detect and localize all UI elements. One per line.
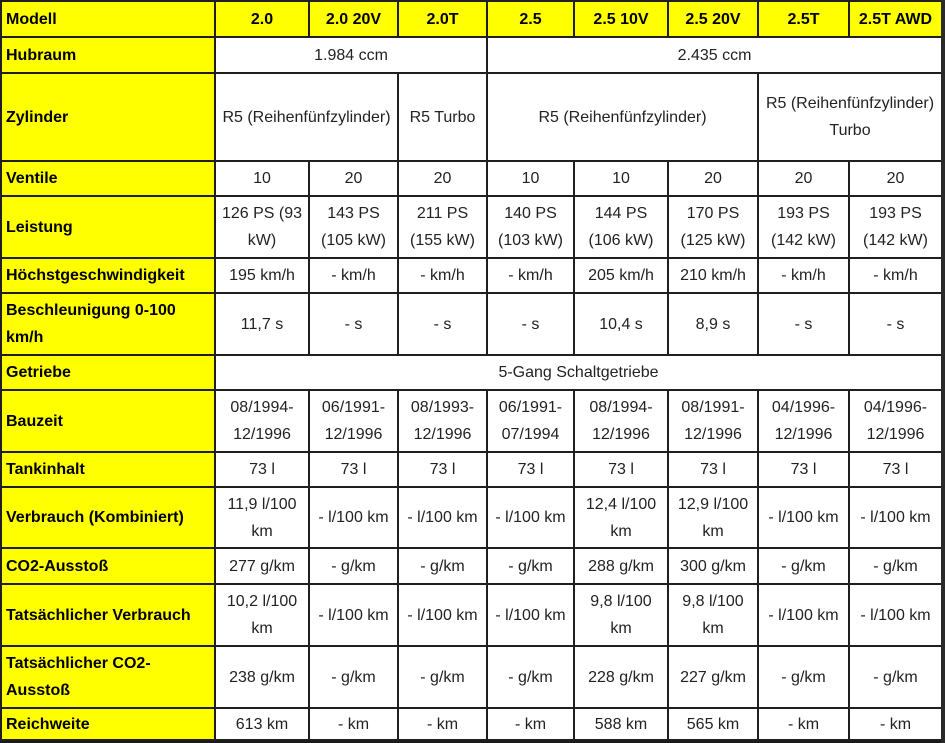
co2-cell: - g/km: [487, 548, 574, 584]
co2-cell: 300 g/km: [668, 548, 758, 584]
row-label-zylinder: Zylinder: [1, 73, 215, 161]
verbrauch-cell: 11,9 l/100 km: [215, 487, 309, 548]
tats-co2-cell: - g/km: [487, 646, 574, 708]
zylinder-r5-turbo-cell: R5 Turbo: [398, 73, 487, 161]
leistung-cell: 170 PS (125 kW): [668, 196, 758, 258]
row-tankinhalt: [1, 452, 942, 487]
row-co2: [1, 548, 942, 584]
row-label-getriebe: Getriebe: [1, 355, 215, 390]
hoechstgeschwindigkeit-cell: 210 km/h: [668, 258, 758, 293]
model-header: 2.0 20V: [309, 1, 398, 37]
reichweite-cell: - km: [487, 708, 574, 740]
row-zylinder: [1, 73, 942, 161]
model-header: 2.5: [487, 1, 574, 37]
row-label-hubraum: Hubraum: [1, 37, 215, 73]
tats-verbrauch-cell: - l/100 km: [758, 584, 849, 646]
row-hoechstgeschwindigkeit: [1, 258, 942, 293]
ventile-cell: 10: [487, 161, 574, 196]
co2-cell: - g/km: [849, 548, 942, 584]
tats-verbrauch-cell: - l/100 km: [849, 584, 942, 646]
row-label-ventile: Ventile: [1, 161, 215, 196]
tankinhalt-cell: 73 l: [668, 452, 758, 487]
co2-cell: 288 g/km: [574, 548, 668, 584]
model-header: 2.0T: [398, 1, 487, 37]
row-reichweite: [1, 708, 942, 740]
bauzeit-cell: 08/1994-12/1996: [574, 390, 668, 452]
leistung-cell: 144 PS (106 kW): [574, 196, 668, 258]
hoechstgeschwindigkeit-cell: 205 km/h: [574, 258, 668, 293]
hoechstgeschwindigkeit-cell: - km/h: [758, 258, 849, 293]
reichweite-cell: - km: [398, 708, 487, 740]
tats-co2-cell: 238 g/km: [215, 646, 309, 708]
tankinhalt-cell: 73 l: [849, 452, 942, 487]
model-header: 2.5 10V: [574, 1, 668, 37]
tankinhalt-cell: 73 l: [758, 452, 849, 487]
row-label-leistung: Leistung: [1, 196, 215, 258]
leistung-cell: 211 PS (155 kW): [398, 196, 487, 258]
model-header: 2.5T AWD: [849, 1, 942, 37]
tats-co2-cell: - g/km: [398, 646, 487, 708]
verbrauch-cell: - l/100 km: [487, 487, 574, 548]
row-label-tats-co2: Tatsächlicher CO2-Ausstoß: [1, 646, 215, 708]
hubraum-group1-cell: 1.984 ccm: [215, 37, 487, 73]
tats-verbrauch-cell: - l/100 km: [398, 584, 487, 646]
tats-co2-cell: - g/km: [758, 646, 849, 708]
leistung-cell: 140 PS (103 kW): [487, 196, 574, 258]
header-row: [1, 1, 942, 37]
row-verbrauch: [1, 487, 942, 548]
row-label-tats-verbrauch: Tatsächlicher Verbrauch: [1, 584, 215, 646]
zylinder-r5-turbo-long-cell: R5 (Reihenfünfzylinder) Turbo: [758, 73, 942, 161]
bauzeit-cell: 06/1991-07/1994: [487, 390, 574, 452]
verbrauch-cell: - l/100 km: [309, 487, 398, 548]
reichweite-cell: 565 km: [668, 708, 758, 740]
tats-verbrauch-cell: 9,8 l/100 km: [668, 584, 758, 646]
row-getriebe: [1, 355, 942, 390]
zylinder-r5-cell: R5 (Reihenfünfzylinder): [215, 73, 398, 161]
beschleunigung-cell: - s: [398, 293, 487, 355]
tats-co2-cell: - g/km: [849, 646, 942, 708]
verbrauch-cell: 12,4 l/100 km: [574, 487, 668, 548]
row-beschleunigung: [1, 293, 942, 355]
beschleunigung-cell: 11,7 s: [215, 293, 309, 355]
co2-cell: 277 g/km: [215, 548, 309, 584]
beschleunigung-cell: - s: [487, 293, 574, 355]
row-label-verbrauch: Verbrauch (Kombiniert): [1, 487, 215, 548]
right-edge-background: [941, 0, 945, 743]
leistung-cell: 193 PS (142 kW): [849, 196, 942, 258]
tats-verbrauch-cell: - l/100 km: [309, 584, 398, 646]
beschleunigung-cell: - s: [758, 293, 849, 355]
bauzeit-cell: 08/1993-12/1996: [398, 390, 487, 452]
ventile-cell: 10: [574, 161, 668, 196]
zylinder-r5-mid-cell: R5 (Reihenfünfzylinder): [487, 73, 758, 161]
bauzeit-cell: 04/1996-12/1996: [849, 390, 942, 452]
verbrauch-cell: 12,9 l/100 km: [668, 487, 758, 548]
header-label: Modell: [1, 1, 215, 37]
co2-cell: - g/km: [398, 548, 487, 584]
ventile-cell: 20: [758, 161, 849, 196]
tankinhalt-cell: 73 l: [574, 452, 668, 487]
row-tats-co2: [1, 646, 942, 708]
hoechstgeschwindigkeit-cell: - km/h: [849, 258, 942, 293]
beschleunigung-cell: - s: [849, 293, 942, 355]
tats-verbrauch-cell: 10,2 l/100 km: [215, 584, 309, 646]
leistung-cell: 143 PS (105 kW): [309, 196, 398, 258]
tats-co2-cell: 227 g/km: [668, 646, 758, 708]
row-hubraum: [1, 37, 942, 73]
getriebe-cell: 5-Gang Schaltgetriebe: [215, 355, 942, 390]
row-label-beschleunigung: Beschleunigung 0-100 km/h: [1, 293, 215, 355]
row-label-tankinhalt: Tankinhalt: [1, 452, 215, 487]
bauzeit-cell: 08/1991-12/1996: [668, 390, 758, 452]
leistung-cell: 126 PS (93 kW): [215, 196, 309, 258]
verbrauch-cell: - l/100 km: [398, 487, 487, 548]
tats-verbrauch-cell: - l/100 km: [487, 584, 574, 646]
row-tats-verbrauch: [1, 584, 942, 646]
bauzeit-cell: 06/1991-12/1996: [309, 390, 398, 452]
hubraum-group2-cell: 2.435 ccm: [487, 37, 942, 73]
beschleunigung-cell: - s: [309, 293, 398, 355]
ventile-cell: 20: [668, 161, 758, 196]
tankinhalt-cell: 73 l: [398, 452, 487, 487]
row-leistung: [1, 196, 942, 258]
reichweite-cell: - km: [758, 708, 849, 740]
hoechstgeschwindigkeit-cell: - km/h: [487, 258, 574, 293]
hoechstgeschwindigkeit-cell: - km/h: [309, 258, 398, 293]
row-label-reichweite: Reichweite: [1, 708, 215, 740]
row-ventile: [1, 161, 942, 196]
bauzeit-cell: 04/1996-12/1996: [758, 390, 849, 452]
verbrauch-cell: - l/100 km: [849, 487, 942, 548]
reichweite-cell: 613 km: [215, 708, 309, 740]
row-bauzeit: [1, 390, 942, 452]
tats-verbrauch-cell: 9,8 l/100 km: [574, 584, 668, 646]
tats-co2-cell: - g/km: [309, 646, 398, 708]
beschleunigung-cell: 10,4 s: [574, 293, 668, 355]
row-label-bauzeit: Bauzeit: [1, 390, 215, 452]
beschleunigung-cell: 8,9 s: [668, 293, 758, 355]
verbrauch-cell: - l/100 km: [758, 487, 849, 548]
hoechstgeschwindigkeit-cell: 195 km/h: [215, 258, 309, 293]
hoechstgeschwindigkeit-cell: - km/h: [398, 258, 487, 293]
ventile-cell: 10: [215, 161, 309, 196]
tankinhalt-cell: 73 l: [215, 452, 309, 487]
co2-cell: - g/km: [309, 548, 398, 584]
row-label-hoechstgeschwindigkeit: Höchstgeschwindigkeit: [1, 258, 215, 293]
reichweite-cell: 588 km: [574, 708, 668, 740]
bauzeit-cell: 08/1994-12/1996: [215, 390, 309, 452]
model-header: 2.5T: [758, 1, 849, 37]
tankinhalt-cell: 73 l: [487, 452, 574, 487]
reichweite-cell: - km: [309, 708, 398, 740]
tats-co2-cell: 228 g/km: [574, 646, 668, 708]
co2-cell: - g/km: [758, 548, 849, 584]
reichweite-cell: - km: [849, 708, 942, 740]
tankinhalt-cell: 73 l: [309, 452, 398, 487]
ventile-cell: 20: [398, 161, 487, 196]
model-header: 2.0: [215, 1, 309, 37]
row-label-co2: CO2-Ausstoß: [1, 548, 215, 584]
model-header: 2.5 20V: [668, 1, 758, 37]
leistung-cell: 193 PS (142 kW): [758, 196, 849, 258]
ventile-cell: 20: [309, 161, 398, 196]
ventile-cell: 20: [849, 161, 942, 196]
